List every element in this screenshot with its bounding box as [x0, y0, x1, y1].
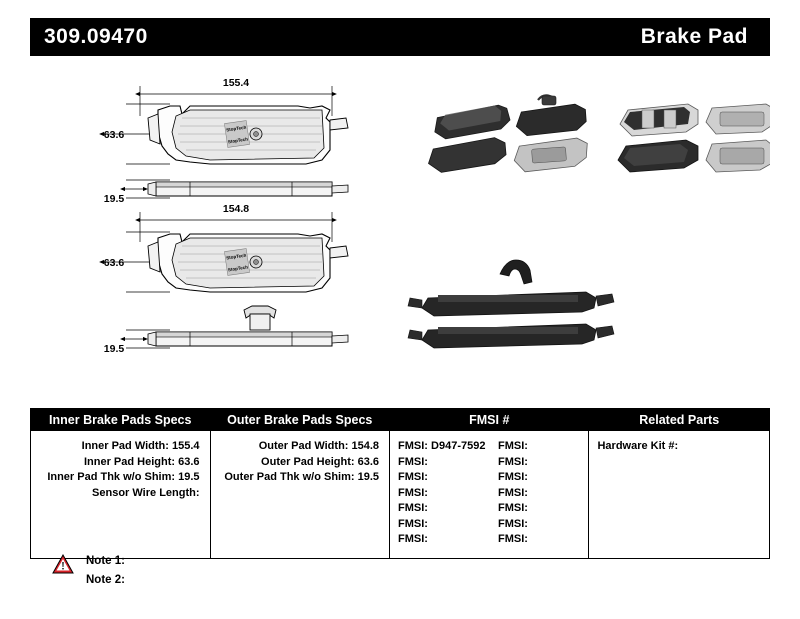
fmsi-body [390, 431, 588, 558]
fmsi-header: FMSI # [390, 409, 588, 431]
fmsi-right-value: FMSI: [498, 533, 528, 545]
table-row [398, 501, 588, 517]
related-parts-column [589, 409, 769, 558]
outer-specs-header: Outer Brake Pads Specs [211, 409, 390, 431]
fmsi-left-value: FMSI: [398, 517, 428, 530]
spec-row: Outer Pad Thk w/o Shim: 19.5 [224, 471, 380, 483]
inner-pad-height-dimension: 63.6 [103, 129, 125, 141]
spec-row: Outer Pad Width: 154.8 [258, 440, 380, 452]
outer-pad-face-drawing [104, 203, 348, 292]
fmsi-left-value: FMSI: [398, 471, 428, 483]
spec-row: Sensor Wire Length: [92, 486, 200, 499]
notes-section [52, 552, 125, 590]
fmsi-right-value: FMSI: [498, 471, 528, 483]
technical-drawing-area [30, 62, 770, 402]
fmsi-left-value: FMSI: [398, 502, 428, 514]
part-number: 309.09470 [44, 25, 148, 48]
spec-row: Inner Pad Width: 155.4 [81, 440, 200, 452]
spec-row: Inner Pad Thk w/o Shim: 19.5 [47, 471, 200, 483]
document-header [30, 18, 770, 56]
pad-set-photo-right [618, 104, 770, 172]
table-row [398, 439, 588, 455]
fmsi-right-value: FMSI: [498, 440, 528, 452]
note-2: Note 2: [86, 574, 125, 586]
svg-text:StopTech: StopTech [227, 264, 249, 273]
hardware-kit-row: Hardware Kit #: [597, 440, 679, 452]
inner-pad-thickness-dimension: 19.5 [103, 193, 125, 205]
fmsi-right-value: FMSI: [498, 517, 528, 530]
fmsi-left-value: FMSI: [398, 533, 428, 545]
table-row [398, 470, 588, 486]
outer-pad-thickness-dimension: 19.5 [103, 343, 125, 355]
table-row [398, 455, 588, 471]
fmsi-left-value: FMSI: D947-7592 [398, 440, 486, 452]
inner-pad-face-drawing [104, 77, 348, 164]
inner-specs-column [31, 409, 211, 558]
pad-pair-photo-side [408, 260, 614, 348]
warning-icon [52, 554, 74, 574]
inner-specs-body [31, 431, 210, 541]
notes-text [86, 552, 125, 590]
related-parts-body [589, 431, 769, 541]
table-row [398, 532, 588, 548]
fmsi-left-value: FMSI: [398, 455, 428, 468]
fmsi-right-value: FMSI: [498, 455, 528, 468]
outer-specs-column [211, 409, 391, 558]
spec-row: Inner Pad Height: 63.6 [83, 455, 200, 468]
spec-row: Outer Pad Height: 63.6 [261, 455, 380, 468]
inner-specs-header: Inner Brake Pads Specs [31, 409, 210, 431]
fmsi-right-value: FMSI: [498, 486, 528, 499]
fmsi-column [390, 409, 589, 558]
outer-pad-side-drawing [104, 306, 348, 355]
outer-specs-body [211, 431, 390, 541]
specifications-table [30, 408, 770, 559]
fmsi-right-value: FMSI: [498, 502, 528, 514]
inner-pad-side-drawing [104, 180, 348, 205]
svg-text:StopTech: StopTech [225, 252, 247, 261]
fmsi-left-value: FMSI: [398, 486, 428, 499]
pad-set-photo-left [427, 95, 589, 173]
table-row [398, 486, 588, 502]
outer-pad-width-dimension: 154.8 [222, 203, 250, 215]
svg-text:StopTech: StopTech [225, 124, 247, 133]
outer-pad-height-dimension: 63.6 [103, 257, 125, 269]
note-1: Note 1: [86, 555, 125, 567]
related-parts-header: Related Parts [589, 409, 769, 431]
document-type-label: Brake Pad [640, 25, 748, 48]
inner-pad-width-dimension: 155.4 [222, 77, 250, 89]
svg-text:StopTech: StopTech [227, 136, 249, 145]
table-row [398, 517, 588, 533]
